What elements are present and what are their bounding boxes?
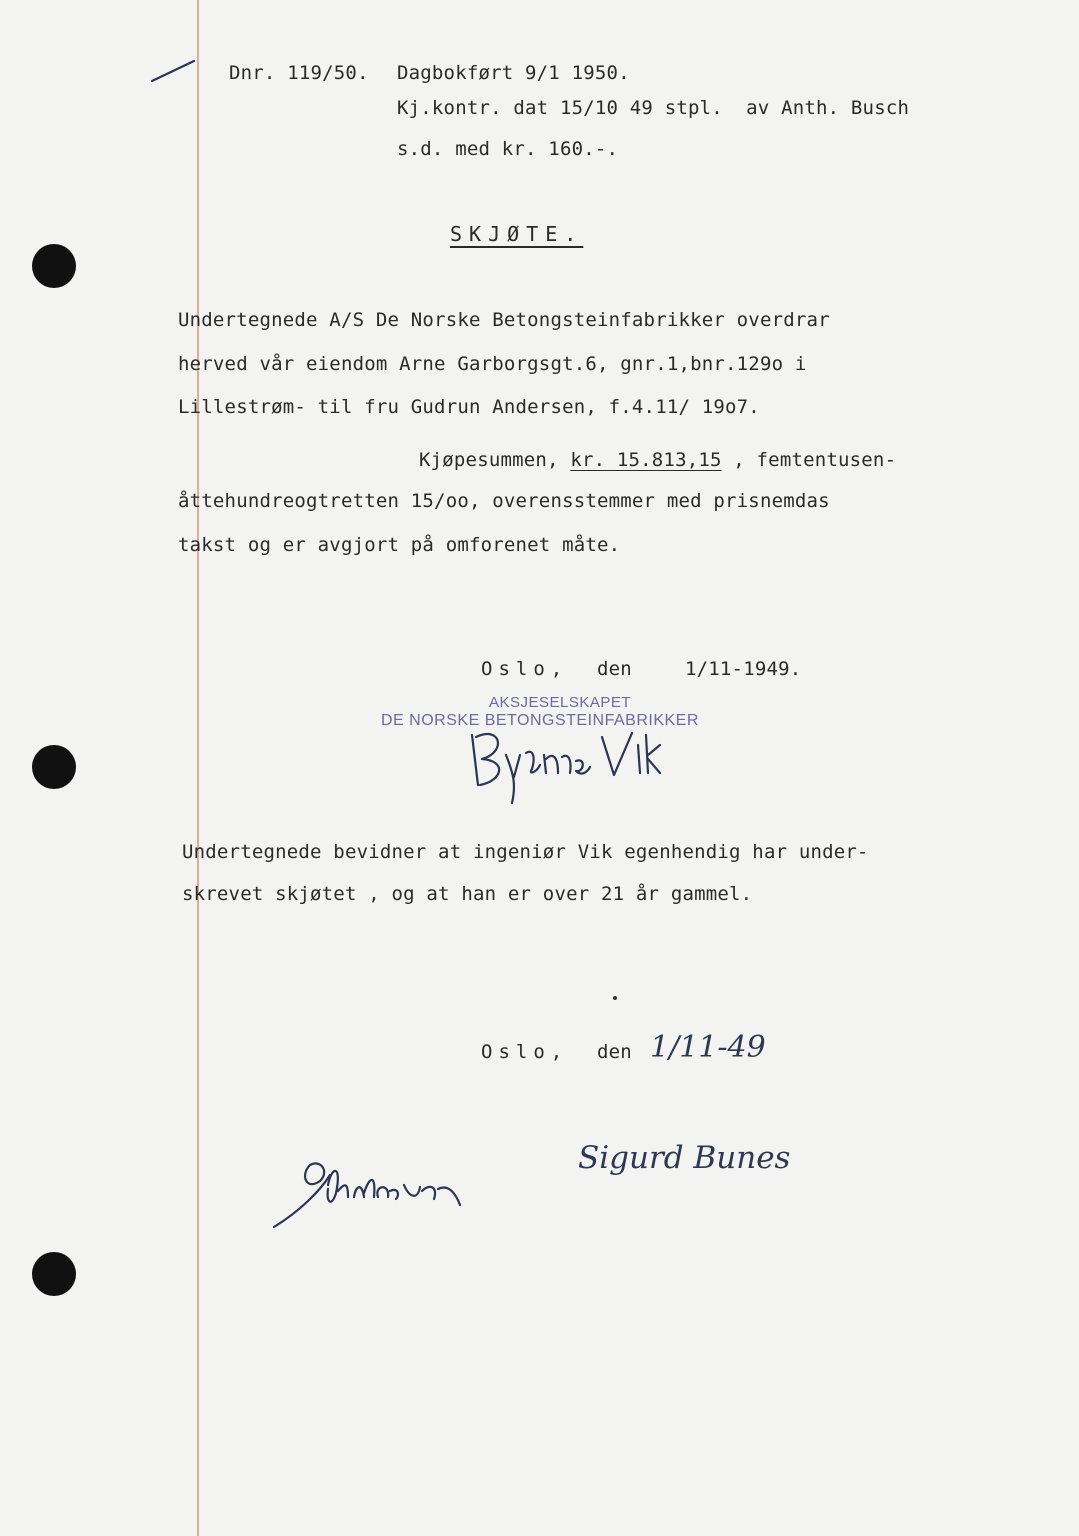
purchase-sum-amount: kr. 15.813,15 xyxy=(570,449,722,471)
den-2: den xyxy=(597,1041,632,1063)
document-title: SKJØTE. xyxy=(450,222,584,246)
body-line: herved vår eiendom Arne Garborgsgt.6, gnr.1,bnr.129o i xyxy=(178,353,807,375)
date-1: 1/11-1949. xyxy=(685,658,802,680)
purchase-sum-line xyxy=(419,449,896,471)
purchase-sum-label: Kjøpesummen, xyxy=(419,449,571,471)
punch-hole-middle xyxy=(32,745,76,789)
punch-hole-top xyxy=(32,244,76,288)
control-line: Kj.kontr. dat 15/10 49 stpl. av Anth. Busch xyxy=(397,97,910,119)
stamp-line-1: AKSJESELSKAPET xyxy=(489,694,632,711)
witness-line: Undertegnede bevidner at ingeniør Vik egenhendig har under- xyxy=(182,841,869,863)
margin-line xyxy=(197,0,199,1536)
signature-witness-2: Sigurd Bunes xyxy=(578,1140,791,1176)
place-1: Oslo, xyxy=(481,658,569,680)
signature-company xyxy=(462,715,662,805)
date-2-handwritten: 1/11-49 xyxy=(650,1030,766,1065)
den-1: den xyxy=(597,658,632,680)
witness-line: skrevet skjøtet , og at han er over 21 år gammel. xyxy=(182,883,753,905)
journal-number: Dnr. 119/50. xyxy=(229,62,369,84)
pen-mark xyxy=(150,55,200,85)
body-line: Undertegnede A/S De Norske Betongsteinfabrikker overdrar xyxy=(178,309,830,331)
punch-hole-bottom xyxy=(32,1252,76,1296)
body-line: åttehundreogtretten 15/oo, overensstemmer med prisnemdas xyxy=(178,490,830,512)
ink-dot xyxy=(613,996,617,1000)
place-2: Oslo, xyxy=(481,1041,569,1063)
signature-witness-1 xyxy=(270,1145,470,1235)
fee-line: s.d. med kr. 160.-. xyxy=(397,138,619,160)
body-line: Lillestrøm- til fru Gudrun Andersen, f.4.11/ 19o7. xyxy=(178,396,760,418)
purchase-sum-words: , femtentusen- xyxy=(721,449,897,471)
journal-date: Dagbokført 9/1 1950. xyxy=(397,62,630,84)
stamp-line-2: DE NORSKE BETONGSTEINFABRIKKER xyxy=(381,712,699,729)
body-line: takst og er avgjort på omforenet måte. xyxy=(178,534,621,556)
